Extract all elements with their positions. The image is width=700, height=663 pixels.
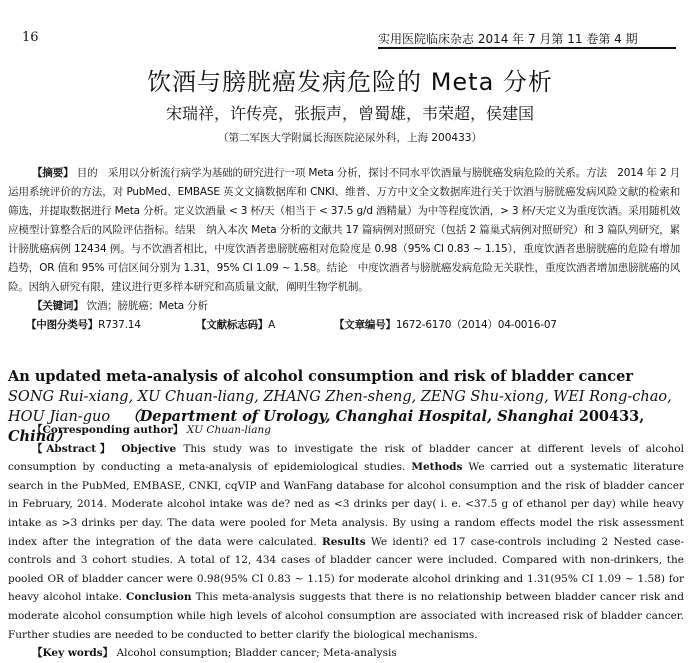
english-postcode: 200433, (578, 408, 645, 425)
header-rule (378, 47, 676, 49)
english-department: （Department of Urology, Changhai Hospital, Shanghai (125, 408, 574, 425)
keywords-label-en: 【Key words】 (32, 647, 114, 660)
doc-code-label: 【文献标志码】 (196, 319, 269, 331)
corresponding-author-name: XU Chuan-liang (186, 424, 272, 436)
doc-code-value: A (268, 319, 276, 331)
author-list: 宋瑞祥，许传亮，张振声，曾蜀雄，韦荣超，侯建国 (165, 104, 534, 123)
english-authors: SONG Rui-xiang, XU Chuan-liang, ZHANG Zhen-sheng, ZENG Shu-xiong, WEI Rong-chao, HOU Jian-guo (8, 389, 672, 425)
journal-running-head: 实用医院临床杂志 2014 年 7 月第 11 卷第 4 期 (378, 32, 638, 46)
methods-label: Methods (411, 461, 463, 474)
conclusion-label: Conclusion (126, 591, 192, 604)
english-title: An updated meta-analysis of alcohol consumption and risk of bladder cancer (8, 368, 634, 385)
methods-text: We carried out a systematic literature search in the PubMed, EMBASE, CNKI, cqVIP and WanFang database for alcohol consumption and the risk of bladder cancer in February, 2014. Moderate alcohol intake was de? ned as <3 drinks per day( i. e. <37.5 g of ethanol per day) while heavy intake as >3 drinks per day. The data were pooled for Meta analysis. By using a random effects model the risk assessment index after the integration of the data were calculated. (8, 461, 685, 548)
results-text: We identi? ed 17 case-controls including 2 Nested case-controls and 3 cohort studies. A total of 12, 434 cases of bladder cancer were included. Compared with non-drinkers, the pooled OR of bladder cancer were 0.98(95% CI 0.83 ~ 1.15) for moderate alcohol drinking and 1.31(95% CI 1.09 ~ 1.58) for heavy alcohol intake. (8, 535, 685, 604)
page-number: 16 (22, 30, 39, 45)
keywords-text-cn: 饮酒；膀胱癌；Meta 分析 (86, 300, 208, 312)
conclusion-text: This meta-analysis suggests that there is no relationship between bladder cancer risk and moderate alcohol consumption while high levels of alcohol consumption are associated with increased risk of bladder cancer. Further studies are needed to be conducted to better clarify the biological mechanisms. (8, 591, 684, 641)
objective-text: This study was to investigate the risk of bladder cancer at different levels of alcohol consumption by conducting a meta-analysis of epidemiological studies. (8, 442, 684, 474)
chinese-abstract-block (8, 164, 680, 335)
abstract-text-cn: 目的 采用以分析流行病学为基础的研究进行一项 Meta 分析，探讨不同水平饮酒量与膀胱癌发病危险的关系。方法 2014 年 2 月运用系统评价的方法，对 PubMed、EMBASE 英文文摘数据库和 CNKI、维普、万方中文全文数据库进行关于饮酒与膀胱癌发病风险文献的检索和筛选，并提取数据进行 Meta 分析。定义饮酒量 < 3 杯/天（相当于 < 37.5 g/d 酒精量）为中等程度饮酒，> 3 杯/天定义为重度饮酒。采用随机效应模型计算整合后的风险评估指标。结果 纳入本次 Meta 分析的文献共 17 篇病例对照研究（包括 2 篇巢式病例对照研究）和 3 篇队列研究，累计膀胱癌病例 12434 例。与不饮酒者相比，中度饮酒者患膀胱癌相对危险度是 0.98（95% CI 0.83 ~ 1.15），重度饮酒者患膀胱癌的危险有增加趋势，OR 值和 95% 可信区间分别为 1.31，95% CI 1.09 ~ 1.58。结论 中度饮酒者与膀胱癌发病危险无关联性，重度饮酒者增加患膀胱癌的风险。因纳入研究有限，建议进行更多样本研究和高质量文献，阐明生物学机制。 (8, 167, 681, 293)
affiliation: （第二军医大学附属长海医院泌尿外科，上海 200433） (218, 132, 482, 144)
abstract-label-en: 【Abstract】 (32, 442, 115, 455)
clc-label: 【中图分类号】 (26, 319, 99, 331)
corresponding-author-label: 【Corresponding author】 (32, 424, 184, 436)
english-country: China） (8, 428, 71, 445)
clc-value: R737.14 (98, 319, 141, 331)
abstract-label-cn: 【摘要】 (32, 167, 74, 179)
results-label: Results (321, 535, 366, 548)
keywords-text-en: Alcohol consumption; Bladder cancer; Meta-analysis (116, 647, 397, 660)
keywords-label-cn: 【关键词】 (32, 300, 84, 312)
article-number-value: 1672-6170（2014）04-0016-07 (395, 319, 557, 331)
classification-row (8, 316, 680, 335)
article-number-label: 【文章编号】 (334, 319, 396, 331)
objective-label: Objective (121, 442, 177, 455)
article-title: 饮酒与膀胱癌发病危险的 Meta 分析 (147, 68, 553, 96)
english-abstract-block (8, 421, 684, 663)
